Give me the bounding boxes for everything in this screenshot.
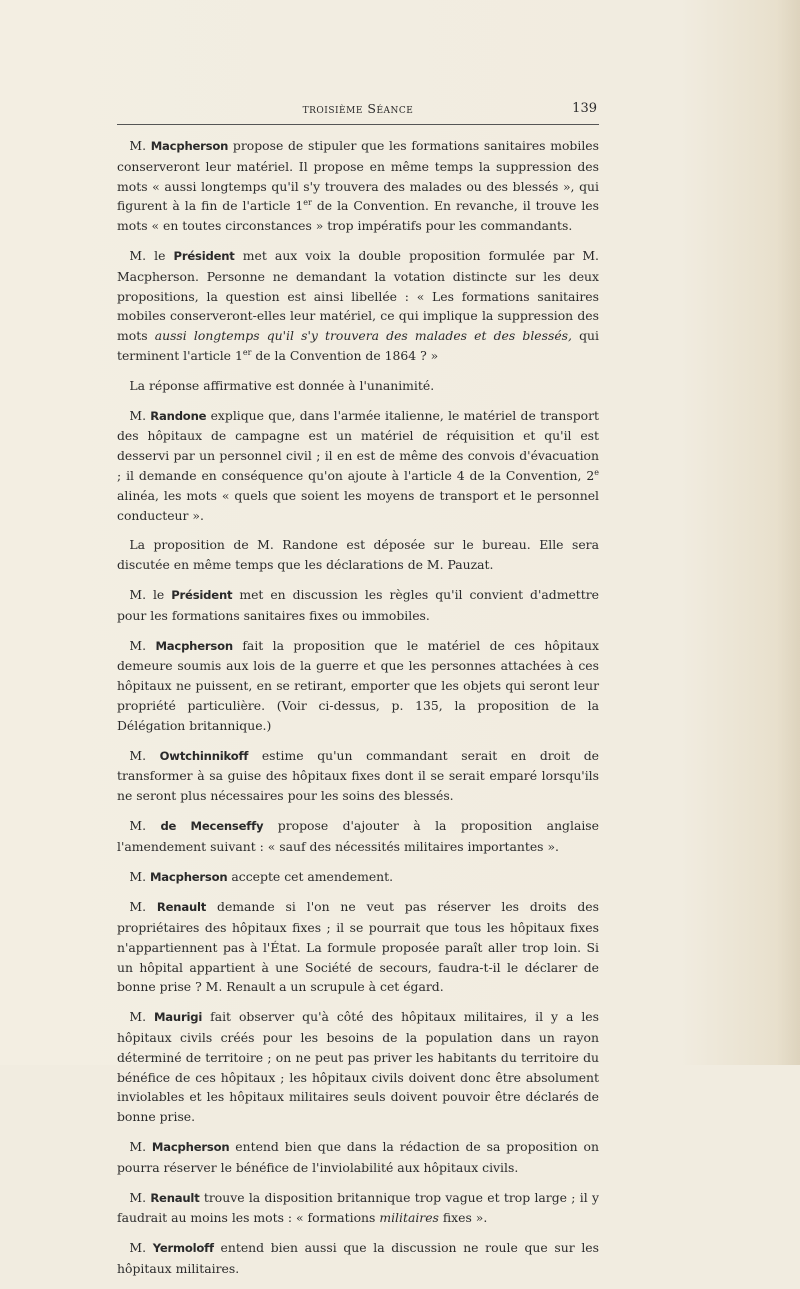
- speaker-name: Macpherson: [149, 869, 228, 884]
- italic-word: militaires: [379, 1210, 439, 1226]
- paragraph-text: demande si l'on ne veut pas réserver les droits des propriétaires des hôpitaux fixes ; il se pourrait que tous les hôpitaux fixes n'appartiennent pas à l'État. La formule proposée paraît aller trop loin. Si un hôpital appartient à une Société de secours, faudra-t-il le déclarer de bonne prise ? M. Renault a un scrupule à cet égard.: [117, 899, 599, 995]
- speaker-prefix: M.: [129, 1189, 151, 1205]
- speaker-name: Maurigi: [153, 1010, 203, 1025]
- paragraph: [117, 816, 599, 857]
- paragraph: [117, 897, 599, 997]
- paragraph-text: entend bien que dans la rédaction de sa proposition on pourra réserver le bénéfice de l'inviolabilité aux hôpitaux civils.: [117, 1139, 599, 1175]
- speaker-name: Macpherson: [150, 139, 229, 153]
- speaker-name: Renault: [150, 1190, 200, 1205]
- speaker-prefix: M. le: [129, 247, 174, 263]
- page-header: [117, 101, 599, 121]
- paragraph: [117, 535, 599, 575]
- speaker-prefix: M.: [129, 1139, 152, 1155]
- paragraph-text: entend bien aussi que la discussion ne roule que sur les hôpitaux militaires.: [117, 1240, 599, 1277]
- speaker-name: Macpherson: [155, 638, 233, 653]
- paragraph: [117, 246, 599, 366]
- paragraph: [117, 867, 599, 888]
- speaker-name: Président: [171, 587, 233, 602]
- speaker-prefix: M. le: [129, 586, 172, 602]
- speaker-name: Randone: [150, 408, 207, 423]
- paragraph-text: accepte cet amendement.: [227, 868, 394, 884]
- paragraph: [117, 1188, 599, 1229]
- speaker-prefix: M.: [129, 817, 161, 833]
- paragraph: [117, 1007, 599, 1127]
- paragraph: [117, 136, 599, 236]
- paragraph-text: qui terminent l'article 1er de la Convention de 1864 ? »: [117, 328, 599, 363]
- speaker-name: de Mecenseffy: [160, 818, 264, 833]
- running-title: troisième Séance: [302, 101, 414, 116]
- paragraph: [117, 1238, 599, 1279]
- body-text: [117, 136, 599, 1289]
- speaker-prefix: M.: [129, 899, 157, 915]
- speaker-prefix: M.: [129, 637, 156, 653]
- speaker-name: Owtchinnikoff: [159, 748, 249, 763]
- page-number: 139: [572, 101, 597, 116]
- speaker-prefix: M.: [129, 1009, 154, 1025]
- speaker-prefix: M.: [129, 747, 160, 763]
- speaker-name: Renault: [156, 900, 207, 915]
- paragraph-text: La réponse affirmative est donnée à l'unanimité.: [129, 377, 435, 393]
- speaker-prefix: M.: [129, 868, 150, 884]
- paragraph-text: met aux voix la double proposition formulée par M. Macpherson. Personne ne demandant la votation distincte sur les deux propositions, la question est ainsi libellée : « Les formations sanitaires mobiles conserveront-elles leur matériel, ce qui implique la suppression des mots: [117, 247, 599, 344]
- paragraph: [117, 1137, 599, 1178]
- paragraph-text: met en discussion les règles qu'il convient d'admettre pour les formations sanitaires fixes ou immobiles.: [117, 586, 599, 623]
- paragraph-text: explique que, dans l'armée italienne, le matériel de transport des hôpitaux de campagne est un matériel de réquisition et qu'il est desservi par un personnel civil ; il en est de même des convois d'évacuation ; il demande en conséquence qu'on ajoute à l'article 4 de la Convention, 2e alinéa, les mots « quels que soient les moyens de transport et le personnel conducteur ».: [117, 407, 599, 523]
- paragraph: [117, 585, 599, 626]
- paragraph-text: fait la proposition que le matériel de ces hôpitaux demeure soumis aux lois de la guerre et que les personnes attachées à ces hôpitaux ne puissent, en se retirant, emporter que les objets qui seront leur propriété particulière. (Voir ci-dessus, p. 135, la proposition de la Délégation britannique.): [117, 637, 599, 733]
- paragraph-text: trouve la disposition britannique trop vague et trop large ; il y faudrait au moins les mots : « formations: [117, 1189, 599, 1226]
- paragraph: [117, 746, 599, 806]
- speaker-prefix: M.: [129, 138, 151, 153]
- speaker-prefix: M.: [129, 1240, 153, 1256]
- speaker-name: Yermoloff: [152, 1241, 214, 1256]
- speaker-name: Président: [173, 248, 235, 263]
- speaker-prefix: M.: [129, 407, 151, 423]
- paragraph-text: propose d'ajouter à la proposition anglaise l'amendement suivant : « sauf des nécessités militaires importantes ».: [117, 817, 599, 854]
- paragraph: [117, 636, 599, 736]
- paragraph-text: La proposition de M. Randone est déposée sur le bureau. Elle sera discutée en même temps que les déclarations de M. Pauzat.: [117, 537, 599, 573]
- paragraph-text: fixes ».: [438, 1210, 488, 1226]
- paragraph-text: estime qu'un commandant serait en droit de transformer à sa guise des hôpitaux fixes dont il se serait emparé lorsqu'ils ne seront plus nécessaires pour les soins des blessés.: [117, 747, 599, 804]
- paragraph: [117, 406, 599, 526]
- speaker-name: Macpherson: [151, 1140, 230, 1155]
- paragraph-text: fait observer qu'à côté des hôpitaux militaires, il y a les hôpitaux civils créés pour les besoins de la population dans un rayon déterminé de territoire ; on ne peut pas priver les habitants du territoire du bénéfice de ces hôpitaux ; les hôpitaux civils doivent donc être absolument inviolables et les hôpitaux militaires seuls doivent pouvoir être déclarés de bonne prise.: [117, 1009, 599, 1125]
- italic-quote: aussi longtemps qu'il s'y trouvera des malades et des blessés,: [154, 328, 572, 344]
- paragraph-text: propose de stipuler que les formations sanitaires mobiles conserveront leur matériel. Il propose en même temps la suppression des mots « aussi longtemps qu'il s'y trouvera des malades ou des blessés », qui figurent à la fin de l'article 1er de la Convention. En revanche, il trouve les mots « en toutes circonstances » trop impératifs pour les commandants.: [117, 138, 599, 234]
- header-rule: [117, 124, 599, 125]
- paragraph: [117, 376, 599, 396]
